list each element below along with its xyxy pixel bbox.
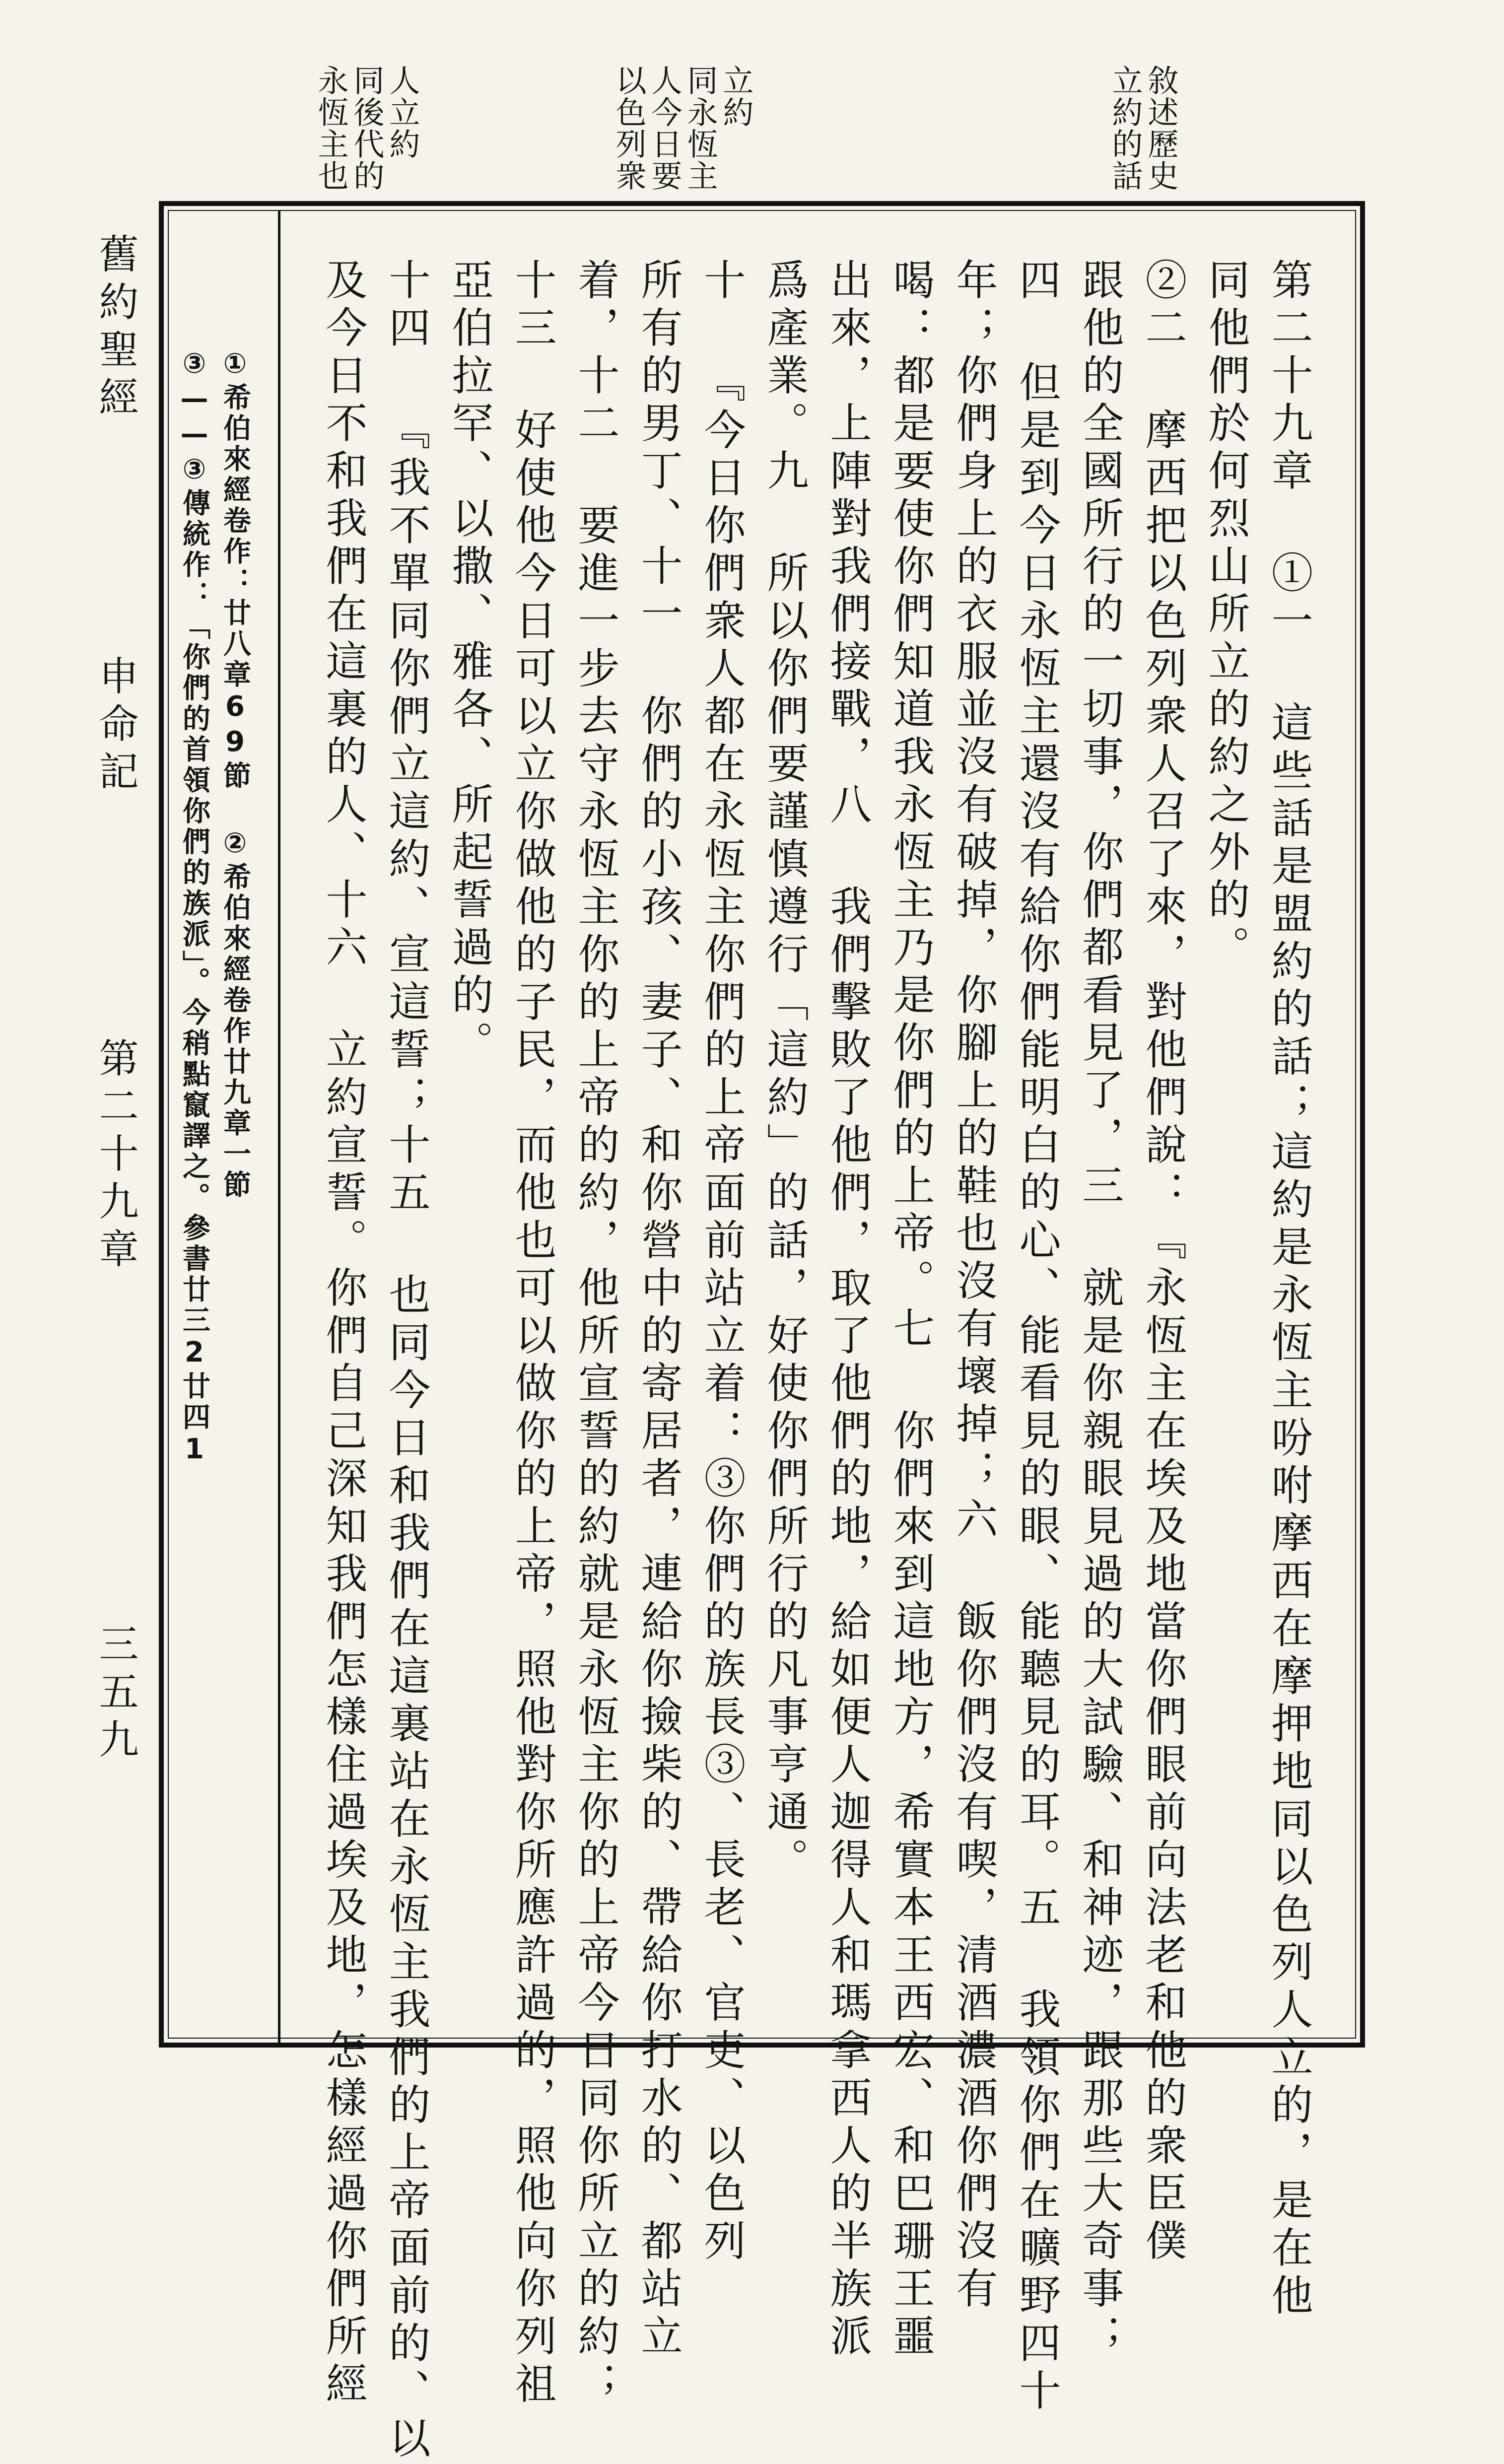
footnotes — [174, 347, 255, 2010]
heading-line: 同永恆主 — [682, 65, 718, 192]
text-line: 着，十二 要進一步去守永恆主你的上帝的約，他所宣誓的約就是永恆主你的上帝今日同你所立的約； — [571, 258, 620, 2409]
running-head-chapter: 第二十九章 — [92, 1037, 138, 1276]
text-line: 四 但是到今日永恆主還沒有給你們能明白的心、能看見的眼、能聽見的耳。五 我領你們在曠野四十 — [1013, 258, 1061, 2416]
text-line: 出來，上陣對我們接戰，八 我們擊敗了他們，取了他們的地，給如便人迦得人和瑪拿西人的半族派 — [823, 258, 872, 2362]
text-line: 十 『今日你們衆人都在永恆主你們的上帝面前站立着：③你們的族長③、長老、官吏、以色列 — [697, 258, 746, 2266]
heading-line: 立約 — [718, 65, 754, 128]
text-line: 喝：都是要使你們知道我永恆主乃是你們的上帝。七 你們來到這地方，希實本王西宏、和巴珊王噩 — [887, 258, 935, 2362]
text-line: 爲產業。九 所以你們要謹慎遵行「這約」的話，好使你們所行的凡事亨通。 — [760, 258, 809, 1885]
text-line: 十四 『我不單同你們立這約、宣這誓；十五 也同今日和我們在這裏站在永恆主我們的上帝面前的、以 — [382, 258, 431, 2464]
text-line: 十三 好使他今日可以立你做他的子民，而他也可以做你的上帝，照他對你所應許過的，照他向你列祖 — [508, 258, 557, 2409]
heading-line: 人今日要 — [646, 65, 683, 192]
text-line: 亞伯拉罕、以撒、雅各、所起誓過的。 — [445, 258, 494, 1068]
footnote: ③——③傳統作：「你們的首領你們的族派」。今稍點竄譯之。參書廿三2廿四1 — [178, 347, 210, 1468]
body-text — [312, 258, 1320, 2464]
text-line: 第二十九章 ①一 這些話是盟約的話；這約是永恆主吩咐摩西在摩押地同以色列人立的，是在他 — [1265, 258, 1313, 2321]
heading-line: 人立約 — [384, 65, 420, 160]
heading-line: 以色列衆 — [611, 65, 647, 192]
text-line: 及今日不和我們在這裏的人、十六 立約宣誓。你們自己深知我們怎樣住過埃及地，怎樣經過你們所經 — [319, 258, 368, 2409]
heading-israel-covenant — [611, 65, 753, 192]
running-head-book: 舊約聖經 — [92, 233, 138, 424]
page-number: 三五九 — [92, 1623, 138, 1766]
text-line: 跟他的全國所行的一切事，你們都看見了，三 就是你親眼見過的大試驗、和神迹，跟那些大奇事； — [1076, 258, 1124, 2362]
text-line: 所有的男丁、十一 你們的小孩、妻子、和你營中的寄居者，連給你撿柴的、帶給你打水的、都站立 — [634, 258, 683, 2362]
heading-line: 敘述歷史 — [1143, 65, 1179, 192]
text-line: 年；你們身上的衣服並沒有破掉，你腳上的鞋也沒有壞掉；六 飯你們沒有喫，清酒濃酒你們沒有 — [950, 258, 998, 2314]
heading-future-generations — [313, 65, 420, 192]
heading-recount-history — [1107, 65, 1178, 192]
footnote-divider — [278, 211, 280, 2043]
text-line: 同他們於何烈山所立的約之外的。 — [1202, 258, 1250, 973]
heading-line: 立約的話 — [1107, 65, 1143, 192]
heading-line: 同後代的 — [348, 65, 385, 192]
footnote: ①希伯來經卷作：廿八章69節 ②希伯來經卷作廿九章一節 — [219, 347, 251, 1201]
heading-line: 永恆主也 — [313, 65, 349, 192]
text-line: ②二 摩西把以色列衆人召了來，對他們說：『永恆主在埃及地當你們眼前向法老和他的衆臣僕 — [1139, 258, 1187, 2266]
running-head-title: 申命記 — [92, 655, 138, 798]
